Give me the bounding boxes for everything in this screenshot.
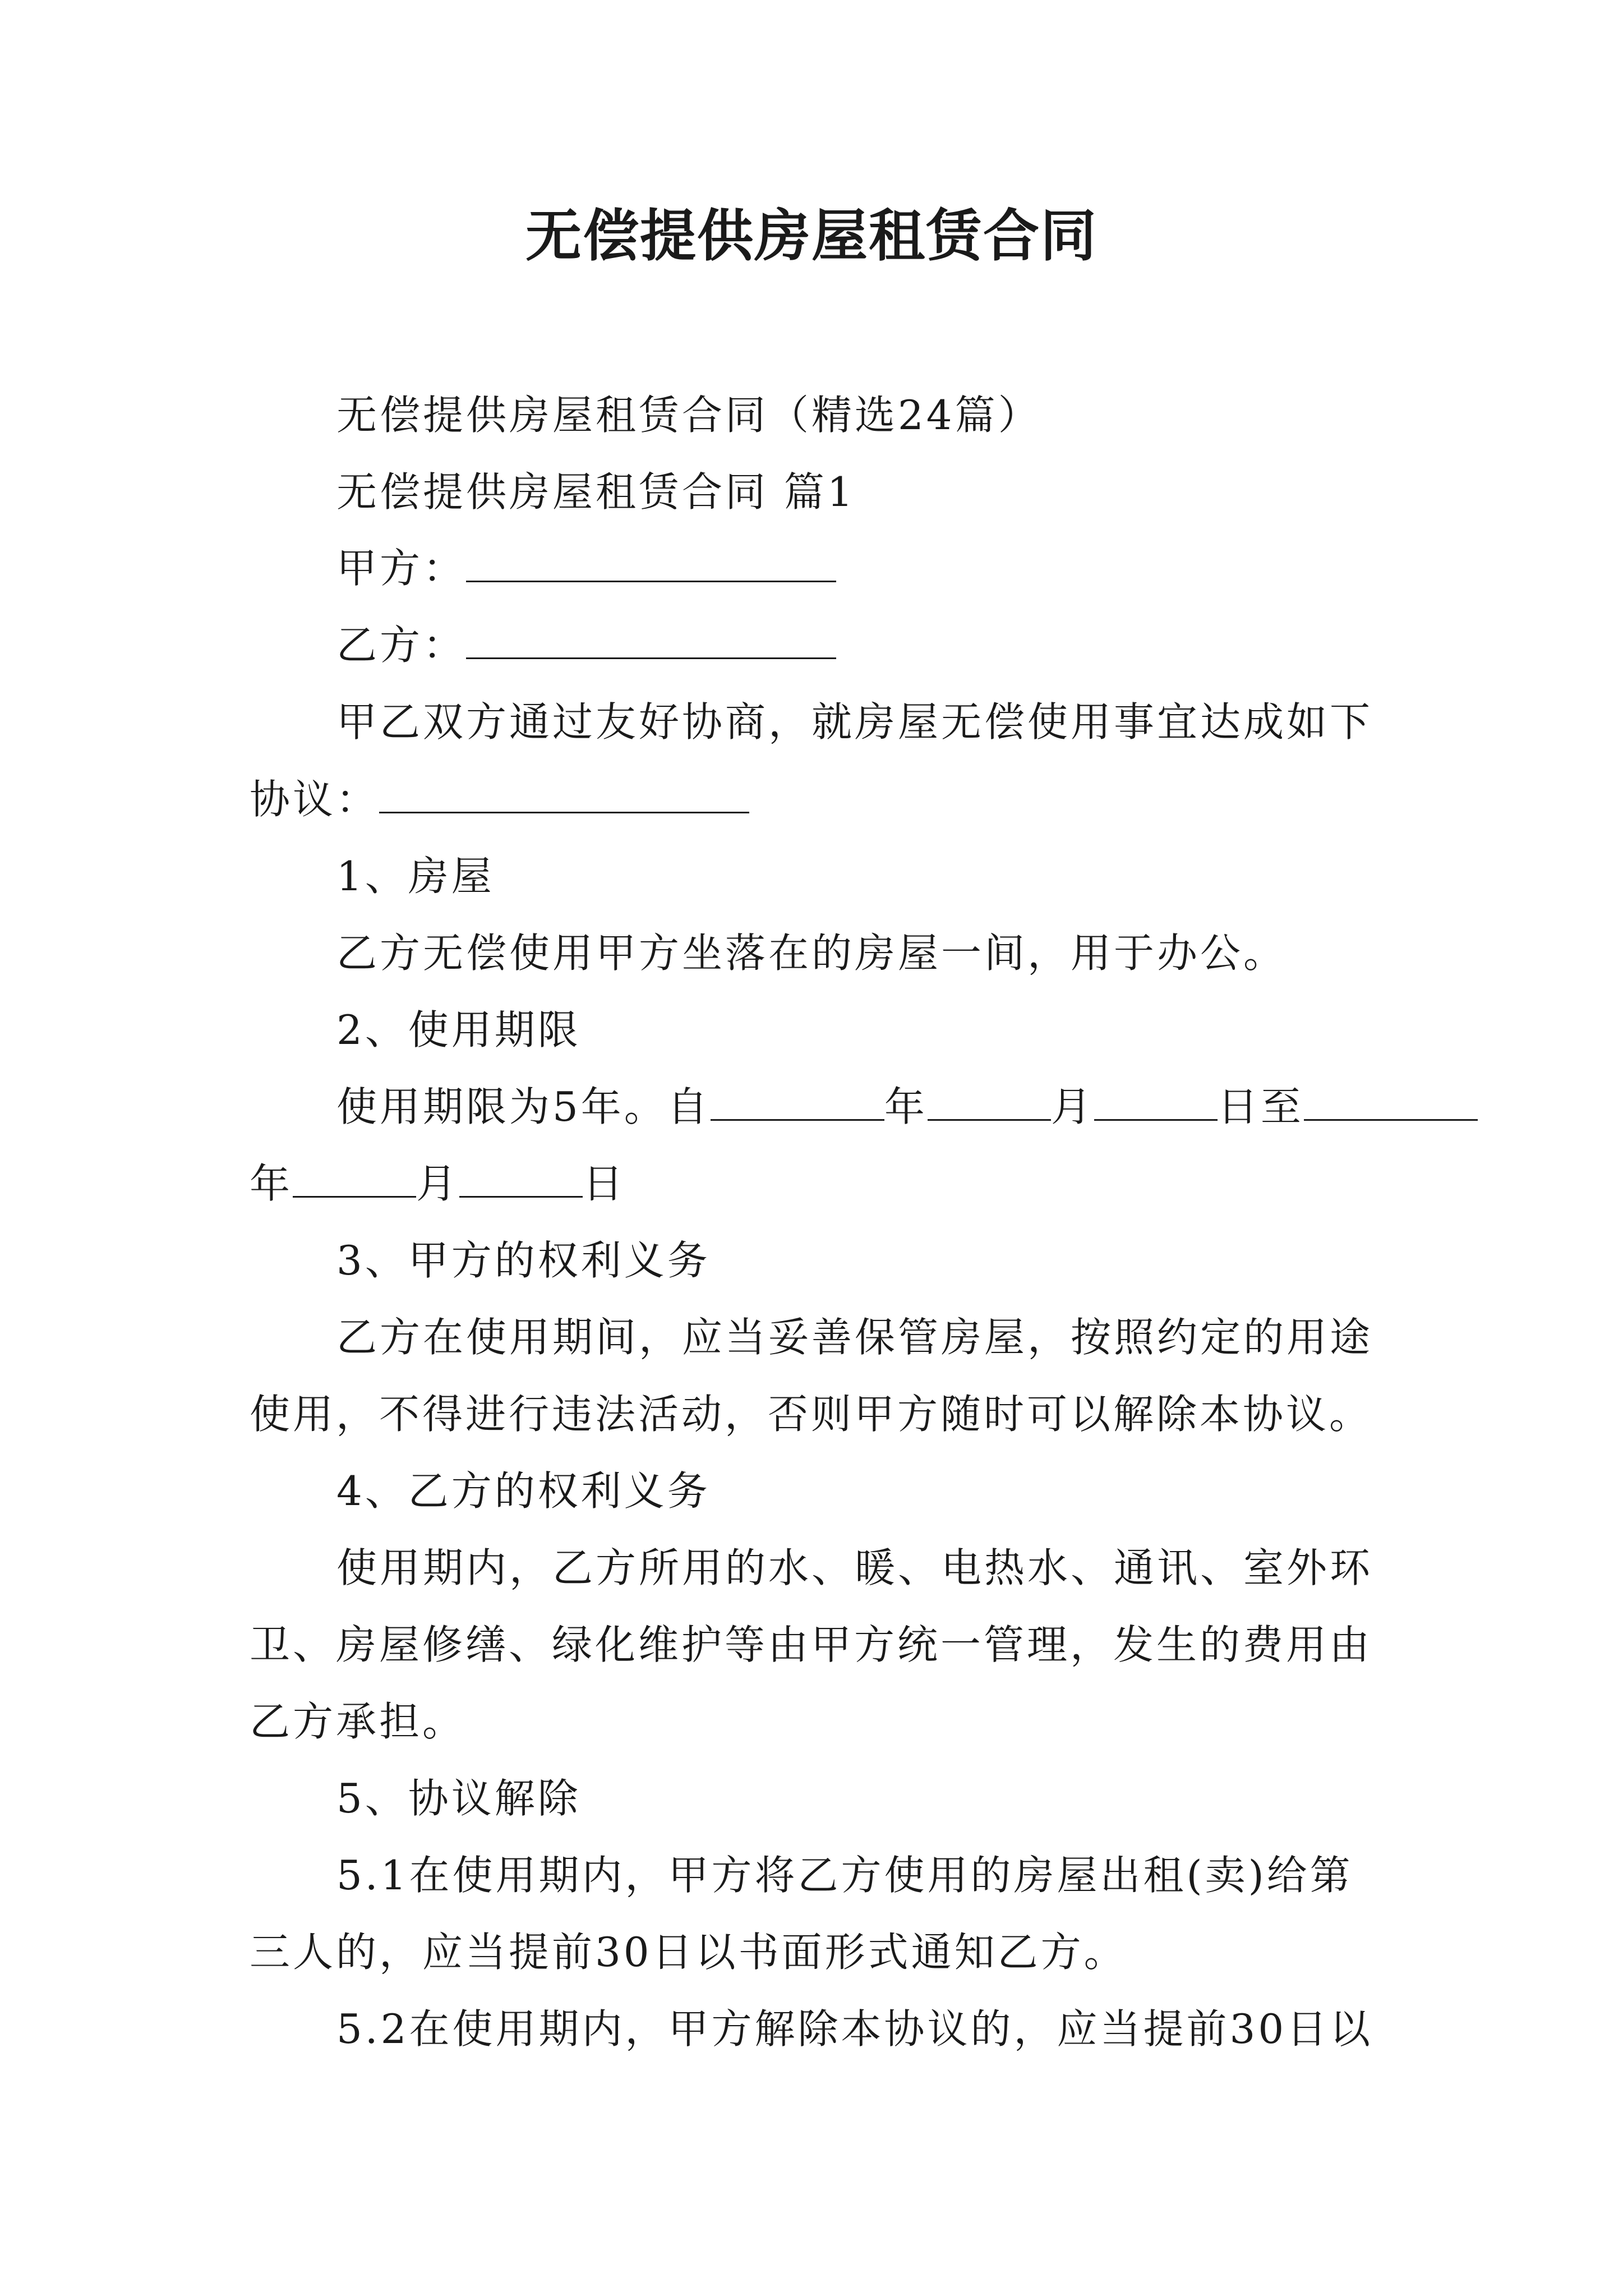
clause-heading: 2、使用期限 bbox=[336, 1006, 581, 1053]
party-a-blank bbox=[466, 544, 836, 582]
clause-text: 乙方无偿使用甲方坐落在的房屋一间，用于办公。 bbox=[336, 930, 1287, 977]
agreement-label: 协议： bbox=[250, 776, 380, 823]
day-to-label: 日至 bbox=[1217, 1083, 1304, 1130]
clause-heading: 3、甲方的权利义务 bbox=[336, 1237, 711, 1284]
month-label: 月 bbox=[416, 1160, 460, 1207]
clause-text: 乙方在使用期间，应当妥善保管房屋，按照约定的用途 bbox=[336, 1314, 1373, 1361]
term-line bbox=[0, 1153, 1623, 1214]
month-label: 月 bbox=[1050, 1083, 1094, 1130]
party-b-line bbox=[0, 614, 1623, 676]
party-b-blank bbox=[466, 620, 836, 659]
clause-text: 乙方承担。 bbox=[250, 1698, 466, 1745]
agreement-blank bbox=[379, 775, 749, 813]
intro-paragraph-line bbox=[0, 769, 1623, 830]
start-year-blank bbox=[711, 1082, 884, 1121]
clause-heading: 5、协议解除 bbox=[336, 1775, 581, 1822]
clause-text: 5.1在使用期内，甲方将乙方使用的房屋出租(卖)给第 bbox=[336, 1852, 1353, 1899]
document-title: 无偿提供房屋租赁合同 bbox=[525, 203, 1098, 269]
end-day-blank bbox=[459, 1159, 583, 1198]
party-a-line bbox=[0, 537, 1623, 599]
clause-heading: 1、房屋 bbox=[336, 853, 495, 900]
term-line bbox=[0, 1076, 1623, 1138]
clause-text: 三人的，应当提前30日以书面形式通知乙方。 bbox=[250, 1929, 1127, 1976]
clause-heading: 4、乙方的权利义务 bbox=[336, 1467, 711, 1515]
party-b-label: 乙方： bbox=[336, 622, 467, 669]
party-a-label: 甲方： bbox=[336, 545, 467, 592]
clause-text: 5.2在使用期内，甲方解除本协议的，应当提前30日以 bbox=[336, 2005, 1373, 2053]
document-subtitle: 无偿提供房屋租赁合同（精选24篇） bbox=[336, 392, 1041, 439]
intro-paragraph-line: 甲乙双方通过友好协商，就房屋无偿使用事宜达成如下 bbox=[336, 698, 1373, 746]
year-label: 年 bbox=[884, 1083, 928, 1130]
end-month-blank bbox=[293, 1159, 416, 1198]
clause-text: 使用，不得进行违法活动，否则甲方随时可以解除本协议。 bbox=[250, 1391, 1373, 1438]
year-label: 年 bbox=[250, 1160, 293, 1207]
end-year-blank bbox=[1304, 1082, 1478, 1121]
day-label: 日 bbox=[583, 1160, 626, 1207]
term-text: 使用期限为5年。自 bbox=[336, 1083, 711, 1130]
section-heading: 无偿提供房屋租赁合同 篇1 bbox=[336, 468, 856, 516]
clause-text: 使用期内，乙方所用的水、暖、电热水、通讯、室外环 bbox=[336, 1544, 1373, 1591]
start-day-blank bbox=[1094, 1082, 1218, 1121]
clause-text: 卫、房屋修缮、绿化维护等由甲方统一管理，发生的费用由 bbox=[250, 1621, 1373, 1668]
start-month-blank bbox=[928, 1082, 1051, 1121]
